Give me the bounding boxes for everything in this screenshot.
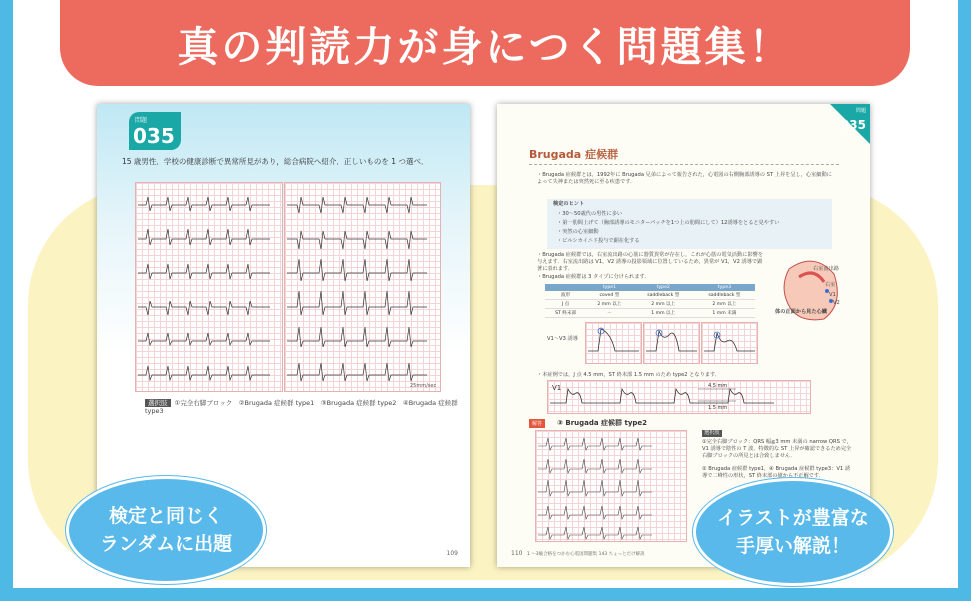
leads-label: V1～V3 誘導: [547, 336, 578, 342]
ecg-left-column: [135, 182, 283, 392]
measure-top: 4.5 mm: [708, 383, 728, 389]
figure-label-v2: V2: [833, 300, 840, 306]
ecg-speed: 25mm/sec: [410, 383, 437, 389]
answer-ecg-traces: [536, 431, 686, 541]
ecg-traces-right: [285, 183, 440, 391]
answer-text: ③ Brugada 症候群 type2: [557, 419, 648, 427]
corner-number: 035: [840, 118, 866, 132]
lead-label: V1: [552, 384, 562, 392]
table-cell: 2 mm 以上: [694, 300, 755, 309]
type1-waveform: [585, 322, 642, 364]
table-cell: 波形: [545, 291, 586, 300]
page-number-right: 110: [511, 550, 523, 557]
page-footer: 1 ～3級合格をつかむ心電図問題集 143 ちょっとだけ解説: [527, 552, 645, 557]
body-text-2: ・Brugada 症候群は 3 タイプに分けられます．: [537, 274, 650, 280]
hint-3: ・突然の心室細動: [557, 229, 599, 235]
explain-2: ② Brugada 症候群 type1，④ Brugada 症候群 type3：V1 誘導で二峰性の形状，ST 終末部の値から不正解です．: [702, 466, 851, 479]
answer-tag: 解答: [529, 419, 545, 428]
tag-kicker: 問題: [135, 117, 148, 124]
bubble-left-line-1: 検定と同じく: [108, 505, 223, 527]
type2-waveform: [643, 322, 700, 364]
table-cell: 1 mm 未満: [694, 309, 755, 318]
answer-ecg: [535, 430, 687, 542]
ecg-traces-left: [136, 183, 282, 391]
headline-banner: [60, 0, 910, 86]
v1-strip: [547, 380, 811, 414]
table-cell: 1 mm 以上: [633, 309, 694, 318]
choices-text: ①完全右脚ブロック ②Brugada 症候群 type1 ③Brugada 症候群 type2 ④Brugada 症候群 type3: [145, 399, 458, 415]
table-cell: －: [586, 309, 633, 318]
figure-label-outflow: 右室流出路: [813, 266, 839, 272]
choices-label: 選択肢: [145, 399, 171, 407]
intro-text: ・Brugada 症候群とは，1992年に Brugada 兄弟によって報告された，心電図の右側胸部誘導の ST 上昇を呈し，心室細動によって失神または突然死に至る疾患です．: [537, 172, 832, 185]
type1-trace: [586, 323, 641, 363]
feature-bubble-right: [693, 478, 893, 586]
question-tag: [129, 112, 181, 150]
hint-1: ・30～50歳代の男性に多い: [557, 211, 623, 217]
table-header: type1: [586, 284, 633, 291]
figure-label-rv: 右室: [825, 282, 836, 288]
bubble-right-line-1: イラストが豊富な: [717, 507, 869, 529]
type-table: [545, 284, 755, 318]
table-cell: saddleback 型: [633, 291, 694, 300]
type2-trace: [644, 323, 699, 363]
explain-1: ①完全右脚ブロック：QRS 幅≧3 mm 未満の narrow QRS で，V1 誘導で陰性の T 波，特徴的な ST 上昇が確認できるため完全右脚ブロックの所見とは合致しません．: [702, 439, 852, 459]
table-cell: 2 mm 以上: [633, 300, 694, 309]
body-text-3: ・本症例では，J 点 4.5 mm，ST 終末部 1.5 mm のため type2 となります．: [537, 372, 720, 378]
table-row: [545, 300, 755, 309]
table-cell: J 点: [545, 300, 586, 309]
type3-waveform: [701, 322, 758, 364]
measure-bottom: 1.5 mm: [708, 405, 728, 411]
table-cell: coved 型: [586, 291, 633, 300]
headline: 真の判読力が身につく問題集！: [177, 22, 793, 71]
table-row: [545, 309, 755, 318]
section-title: Brugada 症候群: [529, 148, 619, 161]
question-text: 15 歳男性．学校の健康診断で異常所見があり，総合病院へ紹介．正しいものを 1 つ選べ．: [122, 157, 429, 166]
corner-kicker: 問題: [855, 108, 866, 114]
table-header: [545, 284, 586, 291]
body-text-1: ・Brugada 症候群では，右室流出路の心筋に器質異常が存在し，これが心筋の電気活動に影響を与えます．右室流出路は V1，V2 誘導の投影領域に位置しているため，異常が V1，V2 誘導で顕著に表れます．: [537, 252, 763, 272]
tag-number: 035: [133, 124, 175, 148]
choices: [145, 398, 470, 415]
ecg-right-column: [284, 182, 441, 392]
corner-label: [841, 107, 866, 133]
figure-caption: 体の正面から見た心臓: [775, 309, 827, 315]
table-row: [545, 291, 755, 300]
table-header: type3: [694, 284, 755, 291]
bubble-left-line-2: ランダムに出題: [99, 533, 233, 555]
table-cell: ST 終末部: [545, 309, 586, 318]
table-cell: saddleback 型: [694, 291, 755, 300]
explain-label: 選択肢: [704, 430, 720, 436]
table-header-row: [545, 284, 755, 291]
feature-bubble-left: [66, 476, 266, 584]
type3-trace: [702, 323, 757, 363]
hint-4: ・ビルシカイニド投与で顕在化する: [557, 238, 640, 244]
figure-label-v1: V1: [829, 292, 836, 298]
hint-box: [547, 199, 832, 249]
hint-title: 検定のヒント: [553, 201, 585, 207]
title-rule: [529, 164, 839, 165]
table-header: type2: [633, 284, 694, 291]
v1-trace: [548, 381, 810, 413]
hint-2: ・第一肋間上げて（胸部誘導のモニターパッチを1つ上の肋間にして）12誘導をとると見やすい: [557, 220, 780, 226]
table-cell: 2 mm 以上: [586, 300, 633, 309]
page-number-left: 109: [446, 550, 458, 557]
bubble-right-line-2: 手厚い解説！: [735, 535, 850, 557]
